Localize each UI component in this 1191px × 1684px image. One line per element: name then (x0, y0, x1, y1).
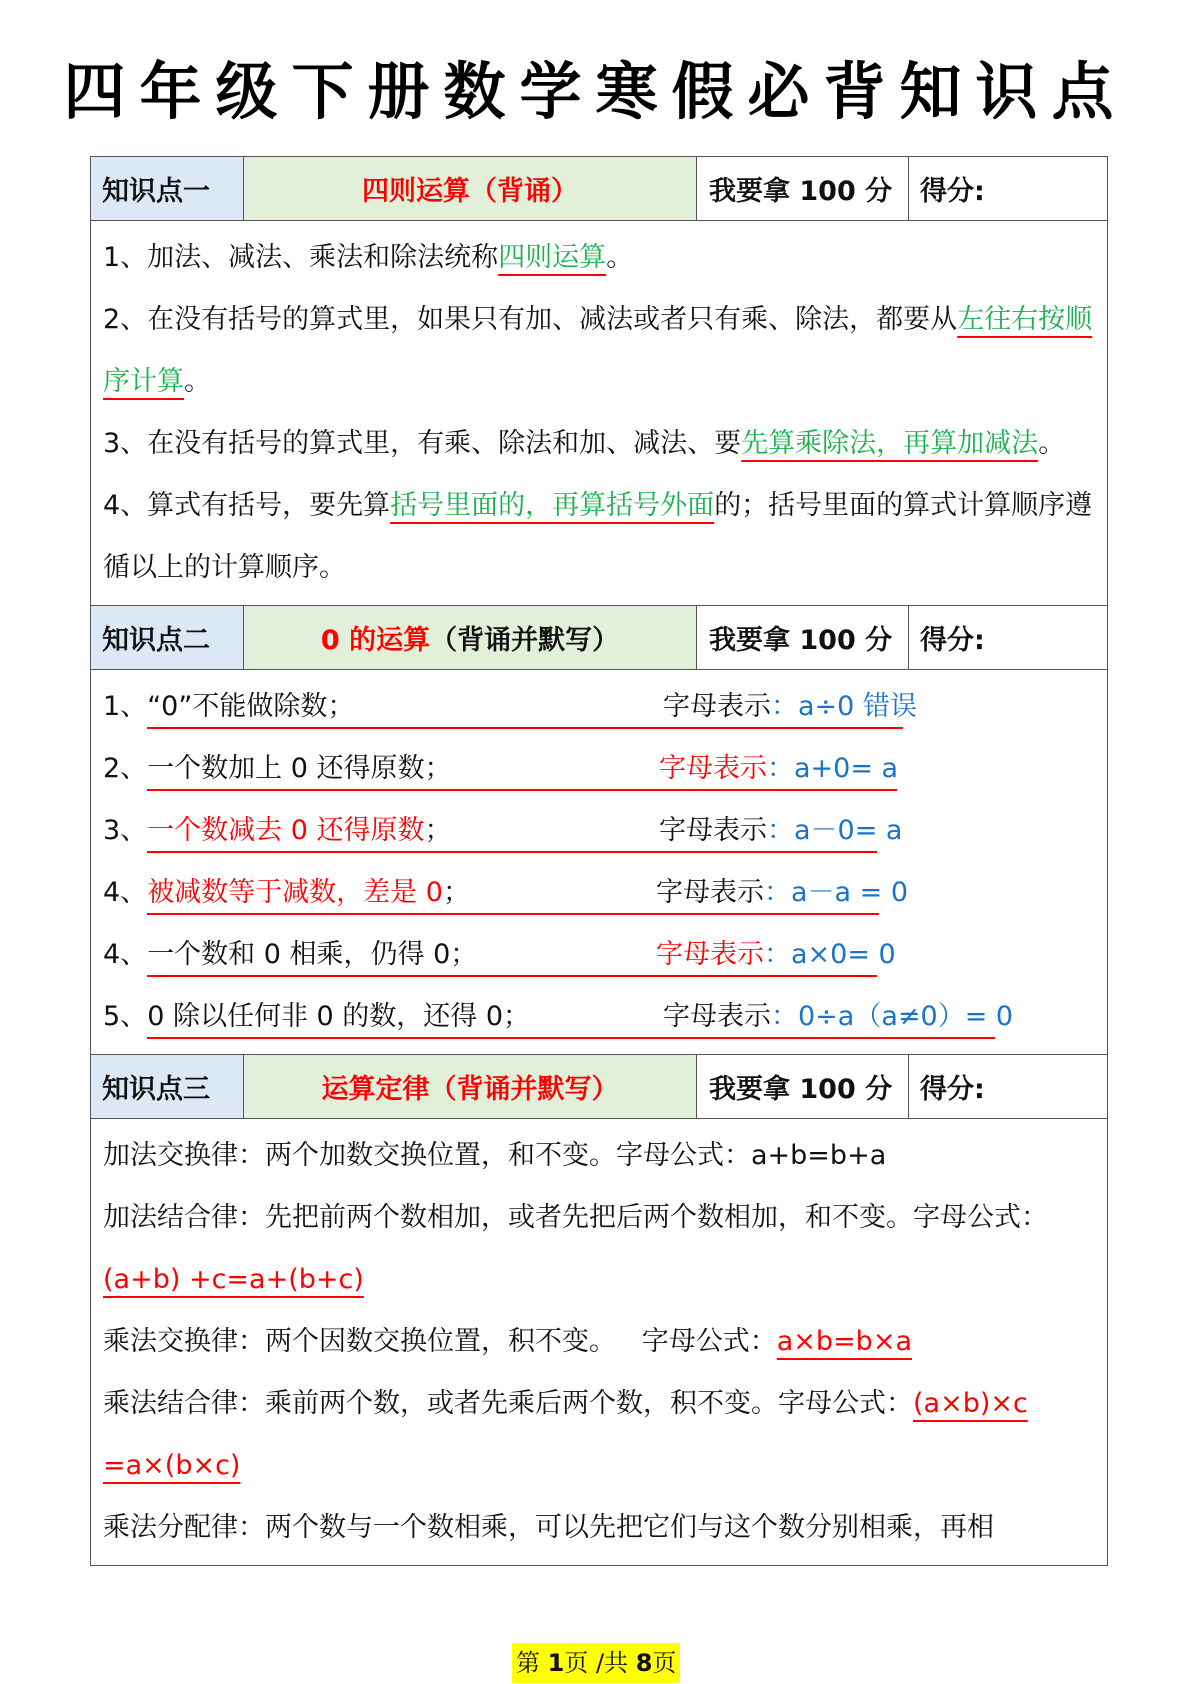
law-formula: (a×b)×c =a×(b×c) (103, 1388, 1028, 1481)
law-formula: a×b=b×a (776, 1326, 912, 1357)
section-2-body (91, 670, 1107, 1055)
rule-item (103, 227, 1097, 289)
section-1-body (91, 221, 1107, 606)
row-number: 3、 (103, 815, 148, 846)
page-title: 四年级下册数学寒假必背知识点 (63, 55, 1128, 128)
knowledge-sheet (90, 156, 1108, 1566)
formula: ：a+0= a (767, 753, 899, 784)
zero-rule-row (103, 862, 1097, 924)
rule-text: 。 (1038, 428, 1066, 459)
row-number: 4、 (103, 877, 148, 908)
total-pages: 8 (635, 1649, 653, 1677)
pager-suffix: 页 (652, 1649, 677, 1677)
rule-text: 1、加法、减法、乘法和除法统称 (103, 242, 499, 273)
law-item (103, 1373, 1097, 1497)
law-item (103, 1125, 1097, 1187)
zero-rule-row (103, 986, 1097, 1048)
rule-text: 一个数加上 0 还得原数； (147, 753, 452, 784)
underline (147, 789, 897, 791)
topic-red: 运算定律（背诵并默写） (321, 1074, 619, 1105)
underline (147, 1037, 995, 1039)
score-field[interactable]: 得分: (920, 1074, 985, 1105)
section-label: 知识点二 (91, 606, 244, 669)
section-label: 知识点三 (91, 1055, 244, 1118)
row-number: 4、 (103, 939, 148, 970)
topic-red: 0 的运算 (320, 625, 431, 656)
topic-red: 四则运算 (362, 176, 470, 207)
row-number: 1、 (103, 691, 148, 722)
rule-text: 一个数和 0 相乘，仍得 0； (147, 939, 478, 970)
goal-label: 我要拿 100 分 (697, 157, 909, 220)
underline (147, 975, 877, 977)
section-3-header (91, 1055, 1107, 1119)
row-number: 5、 (103, 1001, 148, 1032)
pager-mid: 页 /共 (564, 1649, 636, 1677)
rule-text: 被减数等于减数，差是 0 (147, 877, 443, 908)
formula: ：a－a = 0 (764, 877, 909, 908)
rule-highlight: 左往右按顺序计算 (103, 304, 1093, 397)
punctuation: ； (424, 815, 452, 846)
underline (147, 727, 903, 729)
formula-label: 字母表示 (659, 753, 767, 784)
rule-text: “0”不能做除数； (147, 691, 355, 722)
rule-text: 4、算式有括号，要先算 (103, 490, 391, 521)
rule-item (103, 289, 1097, 413)
zero-rule-row (103, 924, 1097, 986)
formula: ：a×0= 0 (764, 939, 896, 970)
law-formula: (a+b) +c=a+(b+c) (103, 1264, 364, 1295)
section-3-body (91, 1119, 1107, 1565)
score-field[interactable]: 得分: (920, 625, 985, 656)
underline (147, 851, 877, 853)
page-indicator (512, 1643, 680, 1683)
formula: ：a÷0 错误 (771, 691, 917, 722)
zero-rule-row (103, 800, 1097, 862)
pager-prefix: 第 (516, 1649, 548, 1677)
formula-label: 字母表示 (656, 877, 764, 908)
current-page: 1 (547, 1649, 565, 1677)
rule-highlight: 先算乘除法，再算加减法 (741, 428, 1039, 459)
goal-label: 我要拿 100 分 (697, 606, 909, 669)
rule-text: 0 除以任何非 0 的数，还得 0； (147, 1001, 531, 1032)
law-item (103, 1497, 1097, 1559)
law-text: 加法交换律：两个加数交换位置，和不变。字母公式：a+b=b+a (103, 1140, 887, 1171)
rule-text: 一个数减去 0 还得原数 (147, 815, 425, 846)
formula-label: 字母表示 (659, 815, 767, 846)
rule-text: 。 (606, 242, 634, 273)
law-text: 乘法交换律：两个因数交换位置，积不变。 字母公式： (103, 1326, 777, 1357)
rule-highlight: 四则运算 (498, 242, 607, 273)
law-item (103, 1311, 1097, 1373)
rule-text: 3、在没有括号的算式里，有乘、除法和加、减法、要 (103, 428, 742, 459)
rule-text: 。 (184, 366, 211, 397)
section-2-header (91, 606, 1107, 670)
section-topic (244, 1055, 697, 1118)
rule-item (103, 413, 1097, 475)
section-topic (244, 606, 697, 669)
rule-highlight: 括号里面的，再算括号外面 (390, 490, 715, 521)
law-text: 乘法结合律：乘前两个数，或者先乘后两个数，积不变。字母公式： (103, 1388, 913, 1419)
goal-label: 我要拿 100 分 (697, 1055, 909, 1118)
topic-black: （背诵） (470, 176, 578, 207)
formula-label: 字母表示 (663, 691, 771, 722)
law-text: 乘法分配律：两个数与一个数相乘，可以先把它们与这个数分别相乘，再相 (103, 1512, 994, 1543)
section-1-header (91, 157, 1107, 221)
law-item (103, 1187, 1097, 1311)
law-text: 加法结合律：先把前两个数相加，或者先把后两个数相加，和不变。字母公式： (103, 1202, 1048, 1233)
formula: ：0÷a（a≠0）= 0 (771, 1001, 1014, 1032)
underline (147, 913, 879, 915)
formula-label: 字母表示 (656, 939, 764, 970)
rule-item (103, 475, 1097, 599)
punctuation: ； (442, 877, 470, 908)
rule-text: 2、在没有括号的算式里，如果只有加、减法或者只有乘、除法，都要从 (103, 304, 958, 335)
section-label: 知识点一 (91, 157, 244, 220)
rule-text: 的；括号里面的算式计算顺序遵循以上的计算顺序。 (103, 490, 1093, 583)
zero-rule-row (103, 676, 1097, 738)
topic-black: （背诵并默写） (430, 625, 620, 656)
row-number: 2、 (103, 753, 148, 784)
formula-label: 字母表示 (663, 1001, 771, 1032)
section-topic (244, 157, 697, 220)
score-field[interactable]: 得分: (920, 176, 985, 207)
formula: ：a－0= a (767, 815, 903, 846)
zero-rule-row (103, 738, 1097, 800)
